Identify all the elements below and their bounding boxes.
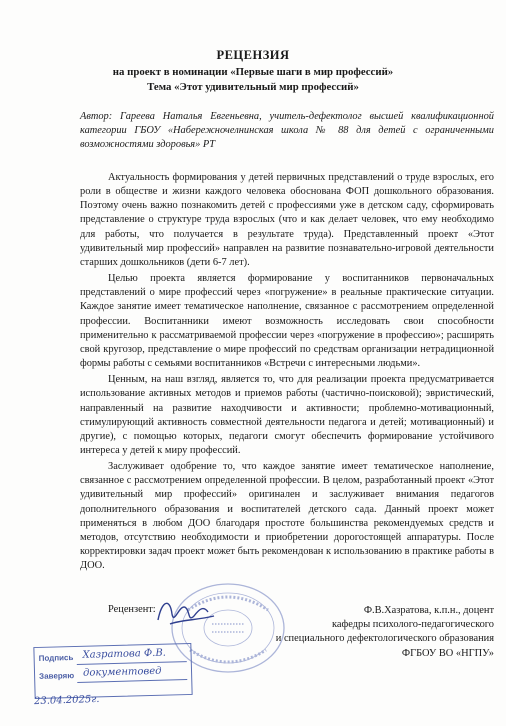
- paragraph: Ценным, на наш взгляд, является то, что для реализации проекта предусматривается использование активных методов и приемов работы (частично-поисковой); эвристический, направленный на развитие находчивости и активности; проблемно-мотивационный, стимулирующий активность совместной деятельности педагога и детей; мотивационный) и другие), с помощью которых, педагоги смогут обеспечить формирование устойчивого интереса у детей к миру профессий.: [80, 374, 494, 456]
- reviewer-label: Рецензент:: [108, 604, 156, 615]
- handwritten-date: 23.04.2025г.: [33, 693, 100, 708]
- approval-signature-label: Подпись: [38, 653, 74, 663]
- signer-department: кафедры психолого-педагогического: [332, 619, 494, 631]
- approval-certify-label: Заверяю: [38, 671, 75, 681]
- review-body: [80, 171, 494, 575]
- author-block: Автор: Гареева Наталья Евгеньевна, учитель-дефектолог высшей квалификационной категории ГБОУ «Набережночелнинская школа № 88 для детей с ограниченными возможностями здоровья» РТ: [80, 111, 494, 151]
- signer-block: [260, 604, 494, 661]
- paragraph: Заслуживает одобрение то, что каждое занятие имеет тематическое наполнение, связанное с рассмотрением определенной профессии. В целом, разработанный проект «Этот удивительный мир профессий» оригинален и заслуживает внимания педагогов дополнительного образования и воспитателей детского сада. Данный проект может применяться в любом ДОО благодаря простоте большинства рекомендуемых средств и методов, отсутствию необходимости и приобретении дорогостоящей аппаратуры. После корректировки задач проект может быть рекомендован к использованию в практике работы в ДОО.: [80, 461, 494, 572]
- paragraph: Целью проекта является формирование у воспитанников первоначальных представлений о мире профессий через «погружение» в реальные практические ситуации. Каждое занятие имеет тематическое наполнение, связанное с рассмотрением определенной профессии. Воспитанники имеют возможность исследовать свои способности применительно к рассматриваемой профессии через «погружение в профессию»; расширять свой кругозор, представление о мире профессий по средствам организации нетрадиционной формы работы с семьями воспитанников «Встречи с интересными людьми».: [80, 273, 494, 370]
- document-title: РЕЦЕНЗИЯ: [216, 48, 290, 62]
- signature-icon: [150, 590, 220, 635]
- signer-university: ФГБОУ ВО «НГПУ»: [401, 647, 494, 659]
- paragraph: Актуальность формирования у детей первичных представлений о труде взрослых, его роли в обществе и жизни каждого человека обоснована ФОП дошкольного образования. Поэтому очень важно познакомить детей с профессиями уже в детском саду, сформировать представление о структуре труда взрослых (что и как делает человек, что ему необходимо для работы, что получается в результате труда). Представленный проект «Этот удивительный мир профессий» направлен на развитие познавательно-игровой деятельности старших дошкольников (дети 6-7 лет).: [80, 172, 494, 268]
- signer-name: Ф.В.Хазратова, к.п.н., доцент: [363, 605, 494, 616]
- approval-stamp: [33, 643, 192, 699]
- approval-handwriting: документовед: [82, 665, 162, 679]
- nomination-line: на проект в номинации «Первые шаги в мир профессий»: [112, 66, 394, 78]
- topic-line: Тема «Этот удивительный мир профессий»: [147, 81, 359, 93]
- approval-handwriting: Хазратова Ф.В.: [82, 647, 167, 661]
- signer-department-cont: и специального дефектологического образования: [275, 633, 494, 645]
